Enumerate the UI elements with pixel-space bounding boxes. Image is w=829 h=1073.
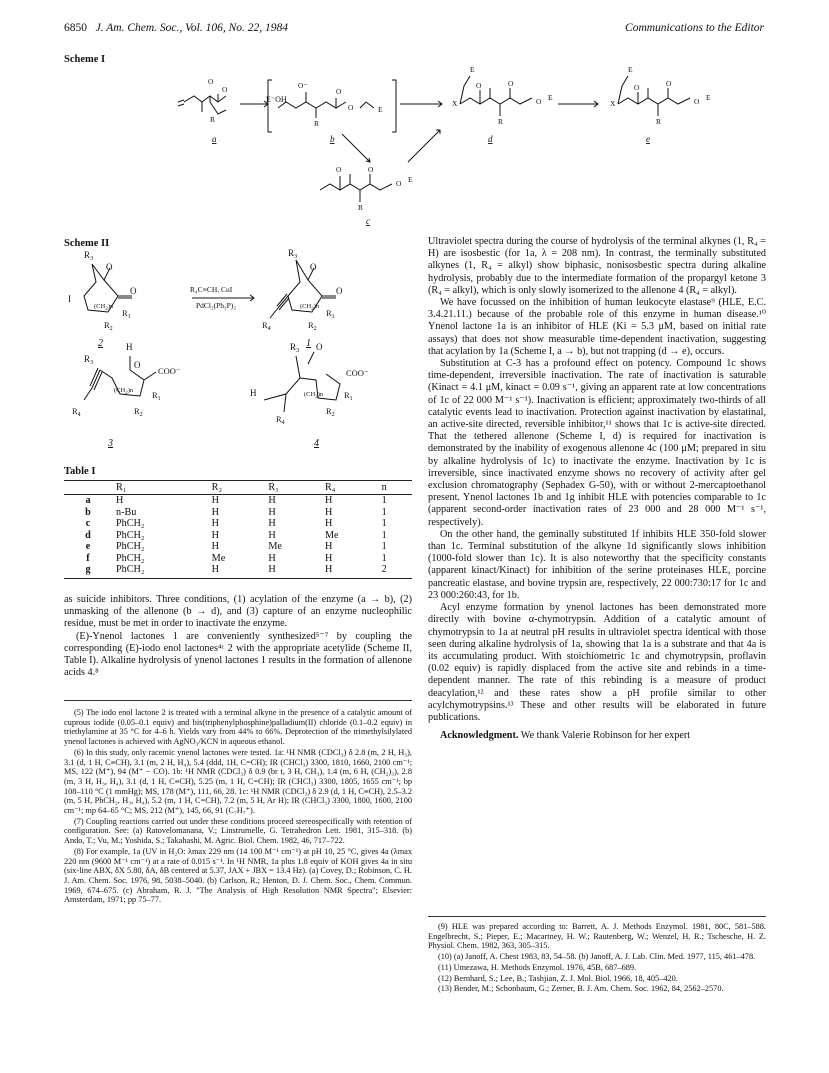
table-cell: H bbox=[211, 506, 220, 518]
paragraph: as suicide inhibitors. Three conditions, (1) acylation of the enzyme (a → b), (2) unmasking of the allenone (b → d), and (3) capture of an enzyme nucleophilic residue, must be met in order to inactivate the enzyme. bbox=[64, 594, 412, 630]
paragraph: Acyl enzyme formation by ynenol lactones has been demonstrated more directly with bovine α-chymotrypsin. Addition of a catalytic amount of chymotrypsin to 1a at neutral pH results in ultraviolet spectra identical with those seen during alkaline hydrolysis of 1a, showing that 1a is a substrate and that 4a is its accumulating product. With stoichiometric 1c and chymotrypsin, proflavin (0.02 equiv) is rapidly displaced from the active site and rebinds in a time-dependent manner. The rate of this rebinding is a measure of product deacylation,¹² and these rates show a pH profile similar to other acylchymotrypsins.¹³ These and other results will be elaborated in future publications. bbox=[428, 602, 766, 723]
svg-text:E: E bbox=[628, 65, 633, 74]
scheme1-label: Scheme I bbox=[64, 54, 106, 65]
right-column-text bbox=[428, 236, 766, 742]
table-1 bbox=[64, 480, 412, 579]
scheme2-label-4: 4 bbox=[314, 438, 319, 449]
table-cell: 1 bbox=[381, 495, 387, 506]
svg-text:O: O bbox=[368, 165, 374, 174]
svg-text:O: O bbox=[396, 179, 402, 188]
svg-text:X: X bbox=[452, 99, 458, 108]
table-cell: PhCH₂ bbox=[116, 518, 145, 529]
svg-text:O: O bbox=[634, 83, 640, 92]
footnote: (7) Coupling reactions carried out under these conditions proceed stereospecifically with retention of configuration. See: (a) Ratovelomanana, V.; Linstrumelle, G. Tetrahedron Lett. 1981, 315–318. (b) Ando, T.; Vu, M.; Yoshida, S.; Takahashi, M. Agric. Biol. Chem. 1982, 46, 717–722. bbox=[64, 816, 412, 846]
footnote-divider bbox=[64, 700, 412, 701]
table-header: n bbox=[378, 481, 412, 495]
svg-text:R1: $R_1$ bbox=[122, 308, 131, 320]
svg-text:R2: $R_2$ bbox=[308, 320, 317, 332]
svg-text:O: O bbox=[336, 87, 342, 96]
table-row-label: b bbox=[85, 506, 91, 518]
table-row-label: g bbox=[64, 564, 112, 578]
table-cell: Me bbox=[211, 552, 226, 564]
table-cell: PhCH₂ bbox=[116, 529, 145, 541]
table-cell: H bbox=[324, 541, 333, 552]
footnote: (9) HLE was prepared according to: Barrett, A. J. Methods Enzymol. 1981, 80C, 581–588. Engelbrecht, S.; Pieper, E.; Macartney, H. W.; Rautenberg, W.; Wenzel, H. R.; Tschesche, H. Z. Physiol. Chem. 1982, 363, 305–315. bbox=[428, 922, 766, 951]
scheme2-label-2: 2 bbox=[98, 338, 103, 349]
table-cell: H bbox=[208, 564, 265, 578]
svg-text:E: E bbox=[408, 175, 413, 184]
table-cell: H bbox=[324, 518, 333, 529]
svg-text:(CH2)n: $(CH_2)n$ bbox=[94, 303, 114, 312]
svg-text:O: O bbox=[106, 262, 113, 272]
svg-text:R2: $R_2$ bbox=[104, 320, 113, 332]
table-cell: H bbox=[211, 495, 220, 506]
svg-text:E: E bbox=[470, 65, 475, 74]
svg-text:COO⁻: COO⁻ bbox=[158, 366, 181, 376]
svg-text:E: E bbox=[548, 93, 553, 102]
table-cell: H bbox=[268, 495, 276, 506]
scheme1-structure-b bbox=[278, 92, 374, 118]
svg-text:R1: $R_1$ bbox=[152, 390, 161, 402]
table-row bbox=[64, 541, 412, 553]
svg-text:R: R bbox=[314, 119, 320, 128]
svg-text:R: R bbox=[656, 117, 662, 126]
table-cell: H bbox=[211, 529, 220, 541]
footnote: (10) (a) Janoff, A. Chest 1983, 83, 54–58. (b) Janoff, A. J. Lab. Clin. Med. 1977, 115, 461–478. bbox=[438, 952, 756, 962]
svg-text:O: O bbox=[310, 262, 317, 272]
svg-text:R3: $R_3$ bbox=[288, 248, 298, 260]
svg-text:(CH2)n: $(CH_2)n$ bbox=[304, 391, 324, 400]
scheme1-reagent: E⁻OH bbox=[266, 95, 287, 104]
svg-text:R1: $R_1$ bbox=[326, 308, 335, 320]
table-cell: H bbox=[324, 506, 333, 518]
svg-text:H: H bbox=[250, 388, 257, 398]
svg-text:X: X bbox=[610, 99, 616, 108]
table-row-label: e bbox=[85, 541, 91, 552]
table-cell: Me bbox=[324, 529, 339, 541]
paragraph: Substitution at C-3 has a profound effect on potency. Compound 1c shows time-dependent, irreversible inactivation. The rate of inactivation is saturable (Kinact = 4.1 μM, kinact = 0.09 s⁻¹, giving an apparent rate at low concentrations of 1c of 22 000 M⁻¹ s⁻¹). Inactivation is efficient; approximately two-thirds of all catalytic events lead to inactivation. Protection against inactivation by elastatinal, an active-site directed, reversible inhibitor,¹¹ shows that 1c is active-site directed. That the tethered allenone (Scheme I, d) is required for inactivation is demonstrated by the inability of exogenous allenone 4c (100 μM; prepared in situ by alkaline hydrolysis of 1c) to inactivate the enzyme. Inactivation by 1c is irreversible, since inactivated enzyme shows no recovery of activity after gel exclusion chromatography (Sephadex G-50), with or without 2-mercaptoethanol present. Ynenol lactones 1b and 1g inhibit HLE with potencies comparable to 1c (apparent second-order inactivation rates of 23 000 and 28 000 M⁻¹ s⁻¹, respectively). bbox=[428, 358, 766, 528]
table-cell: PhCH₂ bbox=[116, 552, 145, 564]
table-cell: H bbox=[268, 518, 276, 529]
left-column-text bbox=[64, 594, 412, 679]
acknowledgment-text: We thank Valerie Robinson for her expert bbox=[520, 730, 691, 742]
table-cell: 1 bbox=[381, 552, 387, 564]
svg-text:R3: $R_3$ bbox=[84, 354, 94, 366]
svg-text:R4: $R_4$ bbox=[72, 406, 81, 418]
table-cell: H bbox=[321, 564, 378, 578]
footnote: (12) Bernhard, S.; Lee, B.; Tashjian, Z. J. Mol. Biol. 1966, 18, 405–420. bbox=[438, 973, 678, 983]
footnote: (13) Bender, M.; Schonbaum, G.; Zerner, B. J. Am. Chem. Soc. 1962, 84, 2562–2570. bbox=[438, 984, 724, 994]
table-cell: Me bbox=[268, 541, 282, 552]
left-footnotes bbox=[64, 708, 412, 906]
table-cell: 1 bbox=[381, 506, 387, 518]
table-header-row bbox=[64, 481, 412, 495]
table-row-label: d bbox=[85, 529, 91, 541]
paragraph: We have focussed on the inhibition of human leukocyte elastase⁹ (HLE, E.C. 3.4.21.11.) because of the probable role of this enzyme in human disease.¹⁰ Ynenol lactone 1a is an inhibitor of HLE (Ki = 5.3 μM, based on initial rate assays) that does not show measurable time-dependent inactivation, suggesting that acylation by 1a (Scheme I, a → b), but not trapping (d → e), occurs. bbox=[428, 297, 766, 357]
svg-text:R3: $R_3$ bbox=[84, 250, 94, 262]
table-header bbox=[64, 481, 112, 495]
scheme1-label-e: e bbox=[646, 134, 650, 144]
table-header: R₂ bbox=[208, 481, 265, 495]
acknowledgment bbox=[428, 730, 766, 742]
scheme1-label-d: d bbox=[488, 134, 493, 144]
scheme1-structure-e bbox=[618, 76, 690, 116]
scheme1-label-a: a bbox=[212, 134, 217, 144]
table-caption: Table I bbox=[64, 466, 96, 477]
svg-text:R: R bbox=[358, 203, 364, 212]
table-cell: PhCH₂ bbox=[112, 564, 208, 578]
table-row bbox=[64, 553, 412, 565]
paragraph: Ultraviolet spectra during the course of hydrolysis of the terminal alkynes (1, R₄ = H) are isosbestic (for 1a, λ = 208 nm). In contrast, the terminally substituted alkynes (1, R₄ = alkyl) show biphasic, nonisosbestic spectra during alkaline hydrolysis, probably due to the intermediate formation of the propargyl ketone 3 (R₄ = alkyl), which is only slowly isomerized to the allenone 4 (R₄ = alkyl). bbox=[428, 236, 766, 296]
table-header: R₄ bbox=[321, 481, 378, 495]
arrow-b-to-c bbox=[342, 134, 370, 162]
svg-text:O: O bbox=[508, 79, 514, 88]
table-row bbox=[64, 495, 412, 507]
svg-text:R: R bbox=[210, 115, 216, 124]
svg-text:O: O bbox=[130, 286, 137, 296]
footnote: (6) In this study, only racemic ynenol lactones were tested. 1a: ¹H NMR (CDCl₃) δ 2.8 (m, 2 H, H₃), 3.1 (d, 1 H, C≡CH), 3.1 (m, 2 H, H₄), 5.4 (ddd, 1H, C=CH); IR (CHCl₃) 3300, 1810, 1660, 2100 cm⁻¹; MS, 122 (M⁺), 94 (M⁺ − CO). 1b: ¹H NMR (CDCl₃) δ 0.9 (br t, 3 H, CH₃), 1.4 (m, 6 H, (CH₂)₃), 2.8 (m, 3 H, H₃, H₄), 3.1 (d, 1 H, C≡CH), 5.25 (m, 1 H, C=CH); IR (CHCl₃) 3300, 1805, 1655 cm⁻¹; bp 108–110 °C (1 mmHg); MS, 178 (M⁺), 111, 66, 28. 1c: ¹H NMR (CDCl₃) δ 2.9 (d, 1 H, C≡CH), 2.5–3.2 (m, 5 H, PhCH₂, H₃, H₄), 5.2 (m, 1 H, C=CH), 7.2 (m, 5 H, Ar H); IR (CHCl₃) 3300, 1800, 1600, 2100 cm⁻¹; mp 64–65 °C; MS, 212 (M⁺), 145, 66, 91 (C₇H₇⁺). bbox=[64, 747, 412, 816]
table-header: R₃ bbox=[264, 481, 321, 495]
table-cell: H bbox=[324, 552, 333, 564]
footnote: (11) Umezawa, H. Methods Enzymol. 1976, 45B, 687–689. bbox=[438, 962, 637, 972]
table-cell: H bbox=[211, 518, 220, 529]
table-cell: 1 bbox=[381, 541, 387, 552]
page-number: 6850 bbox=[64, 22, 87, 34]
scheme2-label-3: 3 bbox=[108, 438, 113, 449]
svg-text:R1: $R_1$ bbox=[344, 390, 353, 402]
svg-text:O: O bbox=[666, 79, 672, 88]
table-cell: 1 bbox=[381, 518, 387, 529]
svg-text:R4: $R_4$ bbox=[276, 414, 285, 426]
scheme2-label: Scheme II bbox=[64, 238, 110, 249]
paragraph: (E)-Ynenol lactones 1 are conveniently synthesized⁵⁻⁷ by coupling the corresponding (E)-iodo enol lactones⁴ᶜ 2 with the appropriate acetylide (Scheme II, Table I). Alkaline hydrolysis of ynenol lactones 1 results in the formation of allenone acids 4.⁸ bbox=[64, 630, 412, 679]
scheme2-reagent-1: R₄C≡CH, CuI bbox=[190, 285, 233, 294]
table-cell: H bbox=[268, 529, 276, 541]
section-title: Communications to the Editor bbox=[625, 22, 764, 34]
svg-text:R4: $R_4$ bbox=[262, 320, 271, 332]
table-cell: H bbox=[211, 541, 220, 552]
svg-text:O: O bbox=[694, 97, 700, 106]
svg-text:(CH2)n: $(CH_2)n$ bbox=[300, 303, 320, 312]
scheme2-diagram bbox=[64, 246, 424, 468]
table-row bbox=[64, 564, 412, 578]
acknowledgment-label: Acknowledgment. bbox=[440, 730, 519, 742]
svg-text:O: O bbox=[316, 342, 323, 352]
svg-text:O: O bbox=[536, 97, 542, 106]
table-row-label: c bbox=[85, 518, 91, 529]
table-cell: H bbox=[268, 506, 276, 518]
svg-text:O: O bbox=[208, 77, 214, 86]
table-cell: PhCH₂ bbox=[116, 541, 145, 552]
running-header bbox=[64, 22, 764, 38]
table-header: R₁ bbox=[112, 481, 208, 495]
svg-text:O: O bbox=[348, 103, 354, 112]
svg-text:R: R bbox=[498, 117, 504, 126]
table-cell: H bbox=[268, 552, 276, 564]
journal-citation: J. Am. Chem. Soc., Vol. 106, No. 22, 1984 bbox=[95, 22, 289, 34]
svg-text:O⁻: O⁻ bbox=[298, 81, 308, 90]
svg-text:R2: $R_2$ bbox=[134, 406, 143, 418]
header-left bbox=[64, 22, 288, 34]
table-cell: H bbox=[264, 564, 321, 578]
svg-text:E: E bbox=[378, 105, 383, 114]
svg-text:O: O bbox=[222, 85, 228, 94]
svg-text:H: H bbox=[126, 342, 133, 352]
scheme1-structure-d bbox=[460, 76, 532, 116]
scheme1-structure-c bbox=[320, 174, 392, 202]
table-row bbox=[64, 530, 412, 542]
scheme2-label-1: 1 bbox=[306, 338, 311, 349]
scheme2-structure-4 bbox=[264, 352, 340, 412]
svg-text:O: O bbox=[336, 165, 342, 174]
scheme1-diagram bbox=[170, 62, 810, 232]
table-cell: H bbox=[116, 495, 124, 506]
paragraph: On the other hand, the geminally substituted 1f inhibits HLE 350-fold slower than 1c. Terminal substitution of the alkyne 1d significantly slows inhibition (1000-fold slower than 1c). It is also noteworthy that the specificity constants (apparent kinact/Kinact) for inhibition of the serine proteinases HLE, porcine pancreatic elastase, and bovine trypsin are, respectively, 22 000:730:17 for 1c and 23 000:260:43, for 1b. bbox=[428, 528, 766, 601]
footnote: (8) For example, 1a (UV in H₂O: λmax 229 nm (14 100 M⁻¹ cm⁻¹) at pH 10, 25 °C, gives 4a (λmax 220 nm (9600 M⁻¹ cm⁻¹) at a rate of 0.015 s⁻¹. In ¹H NMR, 1a plus 1.8 equiv of KOH gives 4a in situ (six-line ABX, δX 5.80, δA, δB centered at 5.37, JAX + JBX = 13.4 Hz). (a) Covey, D.; Robinson, C. H. J. Am. Chem. Soc. 1976, 98, 5038–5040. (b) Carlson, R.; Henton, D. J. Chem. Soc., Chem. Commun. 1969, 674–675. (c) Abraham, R. J. "The Analysis of High Resolution NMR Spectra"; Elsevier: Amsterdam, 1971; pp 75–77. bbox=[64, 846, 412, 905]
table-row-label: f bbox=[86, 552, 90, 564]
table-row bbox=[64, 507, 412, 519]
svg-text:R3: $R_3$ bbox=[290, 342, 300, 354]
svg-text:O: O bbox=[134, 360, 141, 370]
svg-text:O: O bbox=[476, 81, 482, 90]
svg-text:R2: $R_2$ bbox=[326, 406, 335, 418]
table-row-label: a bbox=[85, 495, 91, 506]
svg-text:O: O bbox=[336, 286, 343, 296]
table-cell: H bbox=[324, 495, 333, 506]
scheme1-label-b: b bbox=[330, 134, 335, 144]
arrow-c-to-d bbox=[408, 130, 440, 162]
svg-text:E: E bbox=[706, 93, 711, 102]
footnote: (5) The iodo enol lactone 2 is treated with a terminal alkyne in the presence of a catalytic amount of cuprous iodide (0.05–0.1 equiv) and bis(triphenylphosphine)palladium(II) chloride (0.1–0.2 equiv) in triethylamine at 35 °C for 4–6 h. Yields vary from 44% to 66%. Deprotection of the trimethylsilylated ynenol lactones is achieved with AgNO₃/KCN in aqueous ethanol. bbox=[64, 708, 412, 747]
table-cell: 1 bbox=[381, 529, 387, 541]
scheme1-label-c: c bbox=[366, 216, 370, 226]
table-row bbox=[64, 518, 412, 530]
right-footnotes bbox=[428, 922, 766, 995]
scheme1-structure-a bbox=[178, 94, 226, 114]
table-cell: n-Bu bbox=[116, 506, 137, 518]
svg-text:(CH2)n: $(CH_2)n$ bbox=[114, 387, 134, 396]
footnote-divider bbox=[428, 916, 766, 917]
svg-text:COO⁻: COO⁻ bbox=[346, 368, 369, 378]
svg-text:I: I bbox=[68, 294, 71, 304]
scheme2-reagent-2: PdCl₂(Ph₃P)₂ bbox=[196, 301, 236, 310]
table-cell: 2 bbox=[378, 564, 412, 578]
